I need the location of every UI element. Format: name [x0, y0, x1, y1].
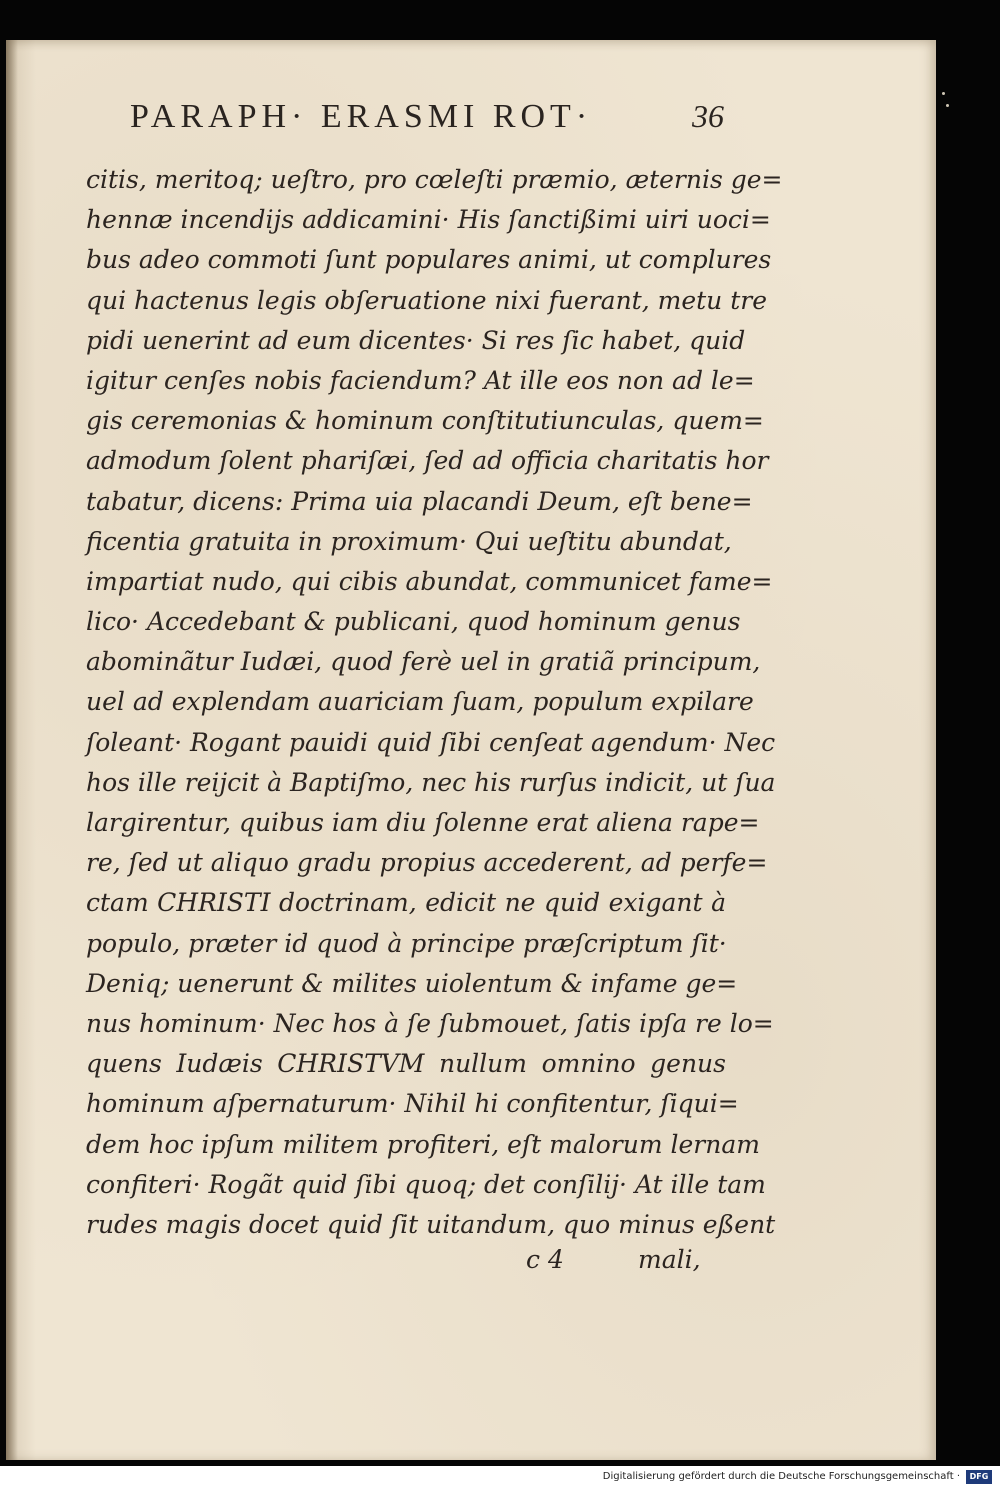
- text-line: impartiat nudo, qui cibis abundat, communicet fame=: [86, 566, 773, 596]
- digitization-footer: [0, 1466, 1000, 1491]
- text-line: populo, præter id quod à principe præſcriptum ſit·: [86, 928, 727, 958]
- text-line: dem hoc ipſum militem profiteri, eſt malorum lernam: [86, 1129, 760, 1159]
- text-line: rudes magis docet quid ſit uitandum, quo minus eßent: [86, 1209, 776, 1239]
- funding-credit: Digitalisierung gefördert durch die Deutsche Forschungsgemeinschaft ·: [602, 1471, 960, 1482]
- text-line: bus adeo commoti ſunt populares animi, ut complures: [86, 245, 772, 275]
- page-header: [130, 98, 730, 142]
- page-foot: [86, 1245, 726, 1281]
- text-line: re, ſed ut aliquo gradu propius accederent, ad perfe=: [86, 848, 768, 878]
- text-line: citis, meritoq; ueſtro, pro cœleſti præmio, æternis ge=: [86, 165, 783, 194]
- text-line: ctam CHRISTI doctrinam, edicit ne quid exigant à: [86, 888, 726, 918]
- catchword: mali,: [638, 1245, 701, 1274]
- text-line: igitur cenſes nobis faciendum? At ille eos non ad le=: [86, 365, 755, 395]
- signature-mark: c 4: [526, 1245, 564, 1274]
- text-line: ſoleant· Rogant pauidi quid ſibi cenſeat agendum· Nec: [86, 727, 776, 757]
- running-head: PARAPH· ERASMI ROT·: [130, 98, 593, 135]
- text-line: largirentur, quibus iam diu ſolenne erat aliena rape=: [86, 808, 760, 837]
- text-line: tabatur, dicens: Prima uia placandi Deum, eſt bene=: [86, 486, 753, 516]
- text-line: quens Iudæis CHRISTVM nullum omnino genus: [86, 1049, 726, 1079]
- text-line: hennæ incendijs addicamini· His ſanctißimi uiri uoci=: [86, 205, 771, 235]
- text-line: lico· Accedebant & publicani, quod hominum genus: [86, 607, 741, 637]
- text-line: abominãtur Iudæi, quod ferè uel in gratiã principum,: [86, 647, 761, 677]
- edge-dot: [946, 104, 949, 107]
- page-edge-marks: [940, 90, 952, 120]
- text-line: gis ceremonias & hominum conſtitutiunculas, quem=: [86, 406, 764, 436]
- text-line: Deniq; uenerunt & milites uiolentum & infame ge=: [86, 968, 738, 998]
- text-line: hominum aſpernaturum· Nihil hi confitentur, ſiqui=: [86, 1089, 739, 1119]
- text-line: pidi uenerint ad eum dicentes· Si res ſic habet, quid: [86, 325, 746, 355]
- text-line: hos ille reijcit à Baptiſmo, nec his rurſus indicit, ut ſua: [86, 767, 776, 797]
- body-text-block: [86, 160, 783, 1245]
- text-line: nus hominum· Nec hos à ſe ſubmouet, ſatis ipſa re lo=: [86, 1008, 774, 1038]
- dfg-logo: DFG: [966, 1470, 992, 1484]
- text-line: qui hactenus legis obſeruatione nixi fuerant, metu tre: [86, 285, 768, 315]
- text-line: ficentia gratuita in proximum· Qui ueſtitu abundat,: [86, 526, 732, 556]
- text-line: admodum ſolent phariſæi, ſed ad officia charitatis hor: [86, 446, 769, 476]
- folio-number: 36: [692, 98, 724, 134]
- text-line: uel ad explendam auariciam ſuam, populum expilare: [86, 687, 754, 717]
- text-line: confiteri· Rogãt quid ſibi quoq; det conſilij· At ille tam: [86, 1169, 766, 1199]
- edge-dot: [942, 92, 945, 95]
